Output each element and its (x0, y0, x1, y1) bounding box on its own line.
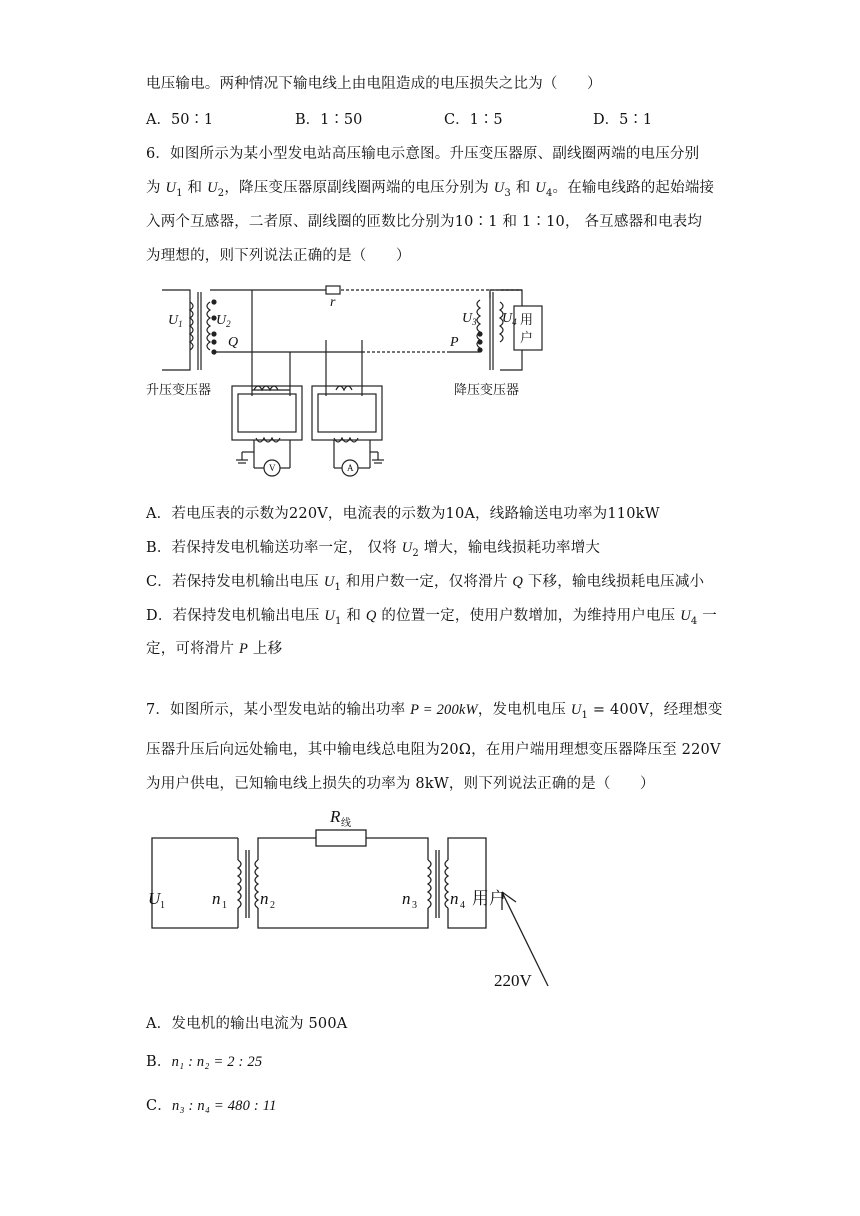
svg-text:2: 2 (270, 900, 275, 911)
q7-option-c: C．n₃ : n₄ = 480 : 11 (146, 1098, 277, 1114)
q5-option-b: B．1∶50 (295, 112, 363, 128)
svg-text:r: r (330, 295, 336, 310)
q6-option-b: B．若保持发电机输送功率一定， 仅将 $U_2$ 增大，输电线损耗功率增大 (146, 540, 601, 559)
svg-text:降压变压器: 降压变压器 (454, 383, 520, 398)
svg-text:U4: $U_4$ (502, 311, 517, 327)
q7-line-2: 压器升压后向远处输电，其中输电线总电阻为20Ω，在用户端用理想变压器降压至 220V (146, 742, 721, 758)
q5-option-a: A．50∶1 (146, 112, 214, 128)
svg-text:R: R (330, 807, 341, 826)
q6-circuit-diagram (146, 280, 570, 480)
svg-text:用户: 用户 (472, 889, 506, 909)
q6-line-2: 为 $U_1$ 和 $U_2$，降压变压器原副线圈两端的电压分别为 $U_3$ 和 $U_4$。在输电线路的起始端接 (146, 180, 715, 199)
svg-text:V: V (269, 463, 276, 473)
svg-text:4: 4 (460, 900, 465, 911)
svg-text:U3: $U_3$ (462, 311, 477, 327)
svg-text:Q: Q (228, 335, 239, 350)
svg-text:U1: $U_1$ (168, 313, 183, 329)
q7-circuit-diagram (150, 800, 570, 990)
q6-line-4: 为理想的，则下列说法正确的是（ ） (146, 248, 411, 264)
svg-text:3: 3 (412, 900, 417, 911)
q5-option-c: C．1∶5 (444, 112, 503, 128)
svg-text:U: U (148, 889, 161, 908)
svg-text:P: P (450, 335, 459, 350)
q7-option-b: B．n₁ : n₂ = 2 : 25 (146, 1054, 263, 1070)
svg-text:A: A (347, 463, 354, 473)
svg-text:n: n (260, 889, 269, 908)
svg-text:U2: $U_2$ (216, 313, 231, 329)
q6-option-d-cont: 定，可将滑片 P 上移 (146, 641, 283, 657)
q7-line-3: 为用户供电，已知输电线上损失的功率为 8kW，则下列说法正确的是（ ） (146, 776, 655, 792)
svg-text:n: n (212, 889, 221, 908)
svg-text:n: n (402, 889, 411, 908)
q7-option-a: A．发电机的输出电流为 500A (146, 1016, 348, 1032)
svg-text:线: 线 (341, 818, 351, 829)
q6-line-1: 6．如图所示为某小型发电站高压输电示意图。升压变压器原、副线圈两端的电压分别 (146, 146, 700, 162)
svg-text:1: 1 (222, 900, 227, 911)
svg-text:用: 用 (520, 313, 534, 328)
q6-option-c: C．若保持发电机输出电压 $U_1$ 和用户数一定，仅将滑片 Q 下移，输电线损耗电压减小 (146, 574, 705, 593)
svg-text:升压变压器: 升压变压器 (146, 383, 212, 398)
svg-text:户: 户 (520, 331, 534, 346)
q7-line-1: 7．如图所示，某小型发电站的输出功率 P = 200kW，发电机电压 $U_1 = 400V$，经理想变 (146, 702, 723, 721)
svg-text:n: n (450, 889, 459, 908)
svg-text:1: 1 (160, 900, 165, 911)
q6-option-a: A．若电压表的示数为220V，电流表的示数为10A，线路输送电功率为110kW (146, 506, 660, 522)
q5-tail: 电压输电。两种情况下输电线上由电阻造成的电压损失之比为（ ） (146, 76, 602, 92)
q5-option-d: D．5∶1 (593, 112, 653, 128)
q6-option-d: D．若保持发电机输出电压 $U_1$ 和 Q 的位置一定，使用户数增加，为维持用户电压 $U_4$ 一 (146, 608, 717, 627)
svg-text:220V: 220V (494, 971, 532, 990)
q6-line-3: 入两个互感器，二者原、副线圈的匝数比分别为10∶1 和 1∶10， 各互感器和电表均 (146, 214, 703, 230)
